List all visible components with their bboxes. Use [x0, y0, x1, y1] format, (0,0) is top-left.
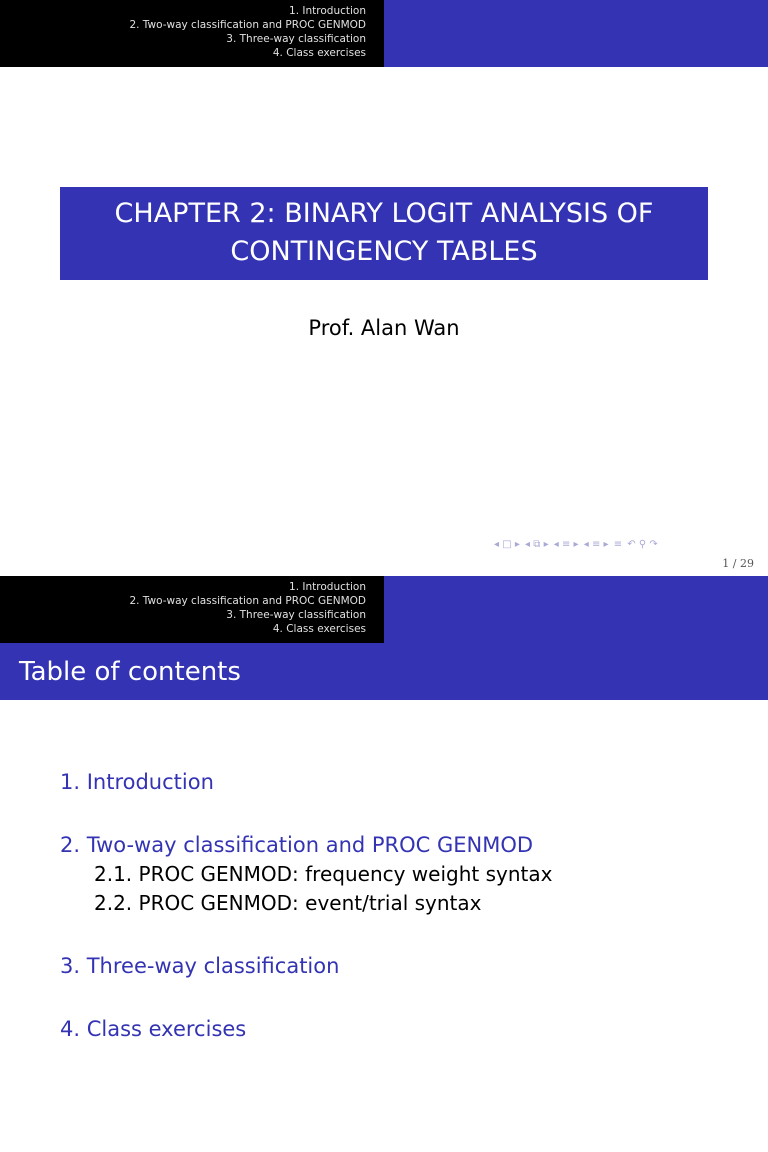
toc-subsection-frequency-weight[interactable]: 2.1. PROC GENMOD: frequency weight syntax [94, 862, 553, 886]
toc-section-three-way[interactable]: 3. Three-way classification [60, 954, 340, 978]
nav-section-three-way[interactable]: 3. Three-way classification [226, 609, 366, 621]
slide-title-line2: CONTINGENCY TABLES [230, 236, 538, 267]
headline-bar [0, 0, 768, 67]
section-nav-icon[interactable]: ◂ ≡ ▸ [553, 539, 579, 550]
slide-title-line1: CHAPTER 2: BINARY LOGIT ANALYSIS OF [114, 198, 654, 229]
author-name: Prof. Alan Wan [308, 316, 460, 340]
toc-section-two-way[interactable]: 2. Two-way classification and PROC GENMOD [60, 833, 534, 857]
nav-section-introduction[interactable]: 1. Introduction [289, 5, 366, 17]
frame-nav-icon[interactable]: ◂ □ ▸ [494, 539, 520, 550]
nav-section-two-way[interactable]: 2. Two-way classification and PROC GENMOD [129, 595, 366, 607]
page-number: 1 / 29 [722, 557, 754, 570]
section-navigation [0, 576, 384, 643]
nav-section-exercises[interactable]: 4. Class exercises [272, 623, 366, 635]
toc-section-exercises[interactable]: 4. Class exercises [60, 1017, 247, 1041]
table-of-contents [60, 768, 750, 1044]
frame-title: Table of contents [0, 643, 768, 700]
slide-title-box [60, 187, 708, 280]
doc-nav-icon[interactable]: ◂ ≡ ▸ [583, 539, 609, 550]
toc-subsection-event-trial[interactable]: 2.2. PROC GENMOD: event/trial syntax [94, 891, 482, 915]
search-back-forward-icon[interactable]: ↶ ⚲ ↷ [627, 539, 658, 550]
nav-section-exercises[interactable]: 4. Class exercises [272, 47, 366, 59]
nav-section-introduction[interactable]: 1. Introduction [289, 581, 366, 593]
toc-section-introduction[interactable]: 1. Introduction [60, 770, 214, 794]
subsection-nav-icon[interactable]: ◂ ⧉ ▸ [525, 539, 549, 550]
nav-section-two-way[interactable]: 2. Two-way classification and PROC GENMOD [129, 19, 366, 31]
headline-bar [0, 576, 768, 643]
section-navigation [0, 0, 384, 67]
beamer-nav-controls [494, 539, 764, 555]
toc-slide [0, 576, 768, 1152]
nav-section-three-way[interactable]: 3. Three-way classification [226, 33, 366, 45]
headline-accent [384, 0, 768, 67]
toc-nav-icon[interactable]: ≡ [613, 539, 623, 550]
headline-accent [384, 576, 768, 643]
